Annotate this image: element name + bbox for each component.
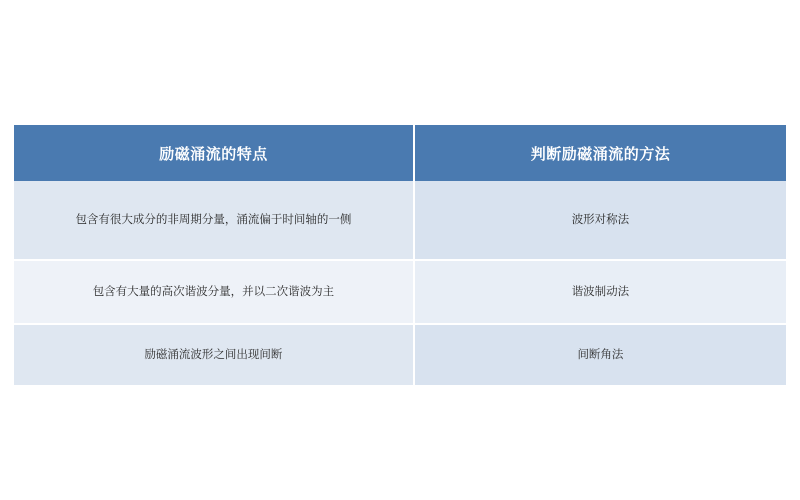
table-row: [14, 181, 786, 260]
table-header-cell-feature: 励磁涌流的特点: [14, 125, 414, 181]
comparison-table-container: [14, 125, 786, 385]
table-row: [14, 324, 786, 385]
table-header-row: [14, 125, 786, 181]
table-body: [14, 181, 786, 385]
comparison-table: [14, 125, 786, 385]
table-cell-feature: 包含有很大成分的非周期分量，涌流偏于时间轴的一侧: [14, 181, 414, 260]
table-cell-feature: 励磁涌流波形之间出现间断: [14, 324, 414, 385]
table-header: [14, 125, 786, 181]
table-cell-method: 间断角法: [414, 324, 786, 385]
table-header-cell-method: 判断励磁涌流的方法: [414, 125, 786, 181]
table-cell-method: 谐波制动法: [414, 260, 786, 324]
table-row: [14, 260, 786, 324]
table-cell-method: 波形对称法: [414, 181, 786, 260]
table-cell-feature: 包含有大量的高次谐波分量，并以二次谐波为主: [14, 260, 414, 324]
